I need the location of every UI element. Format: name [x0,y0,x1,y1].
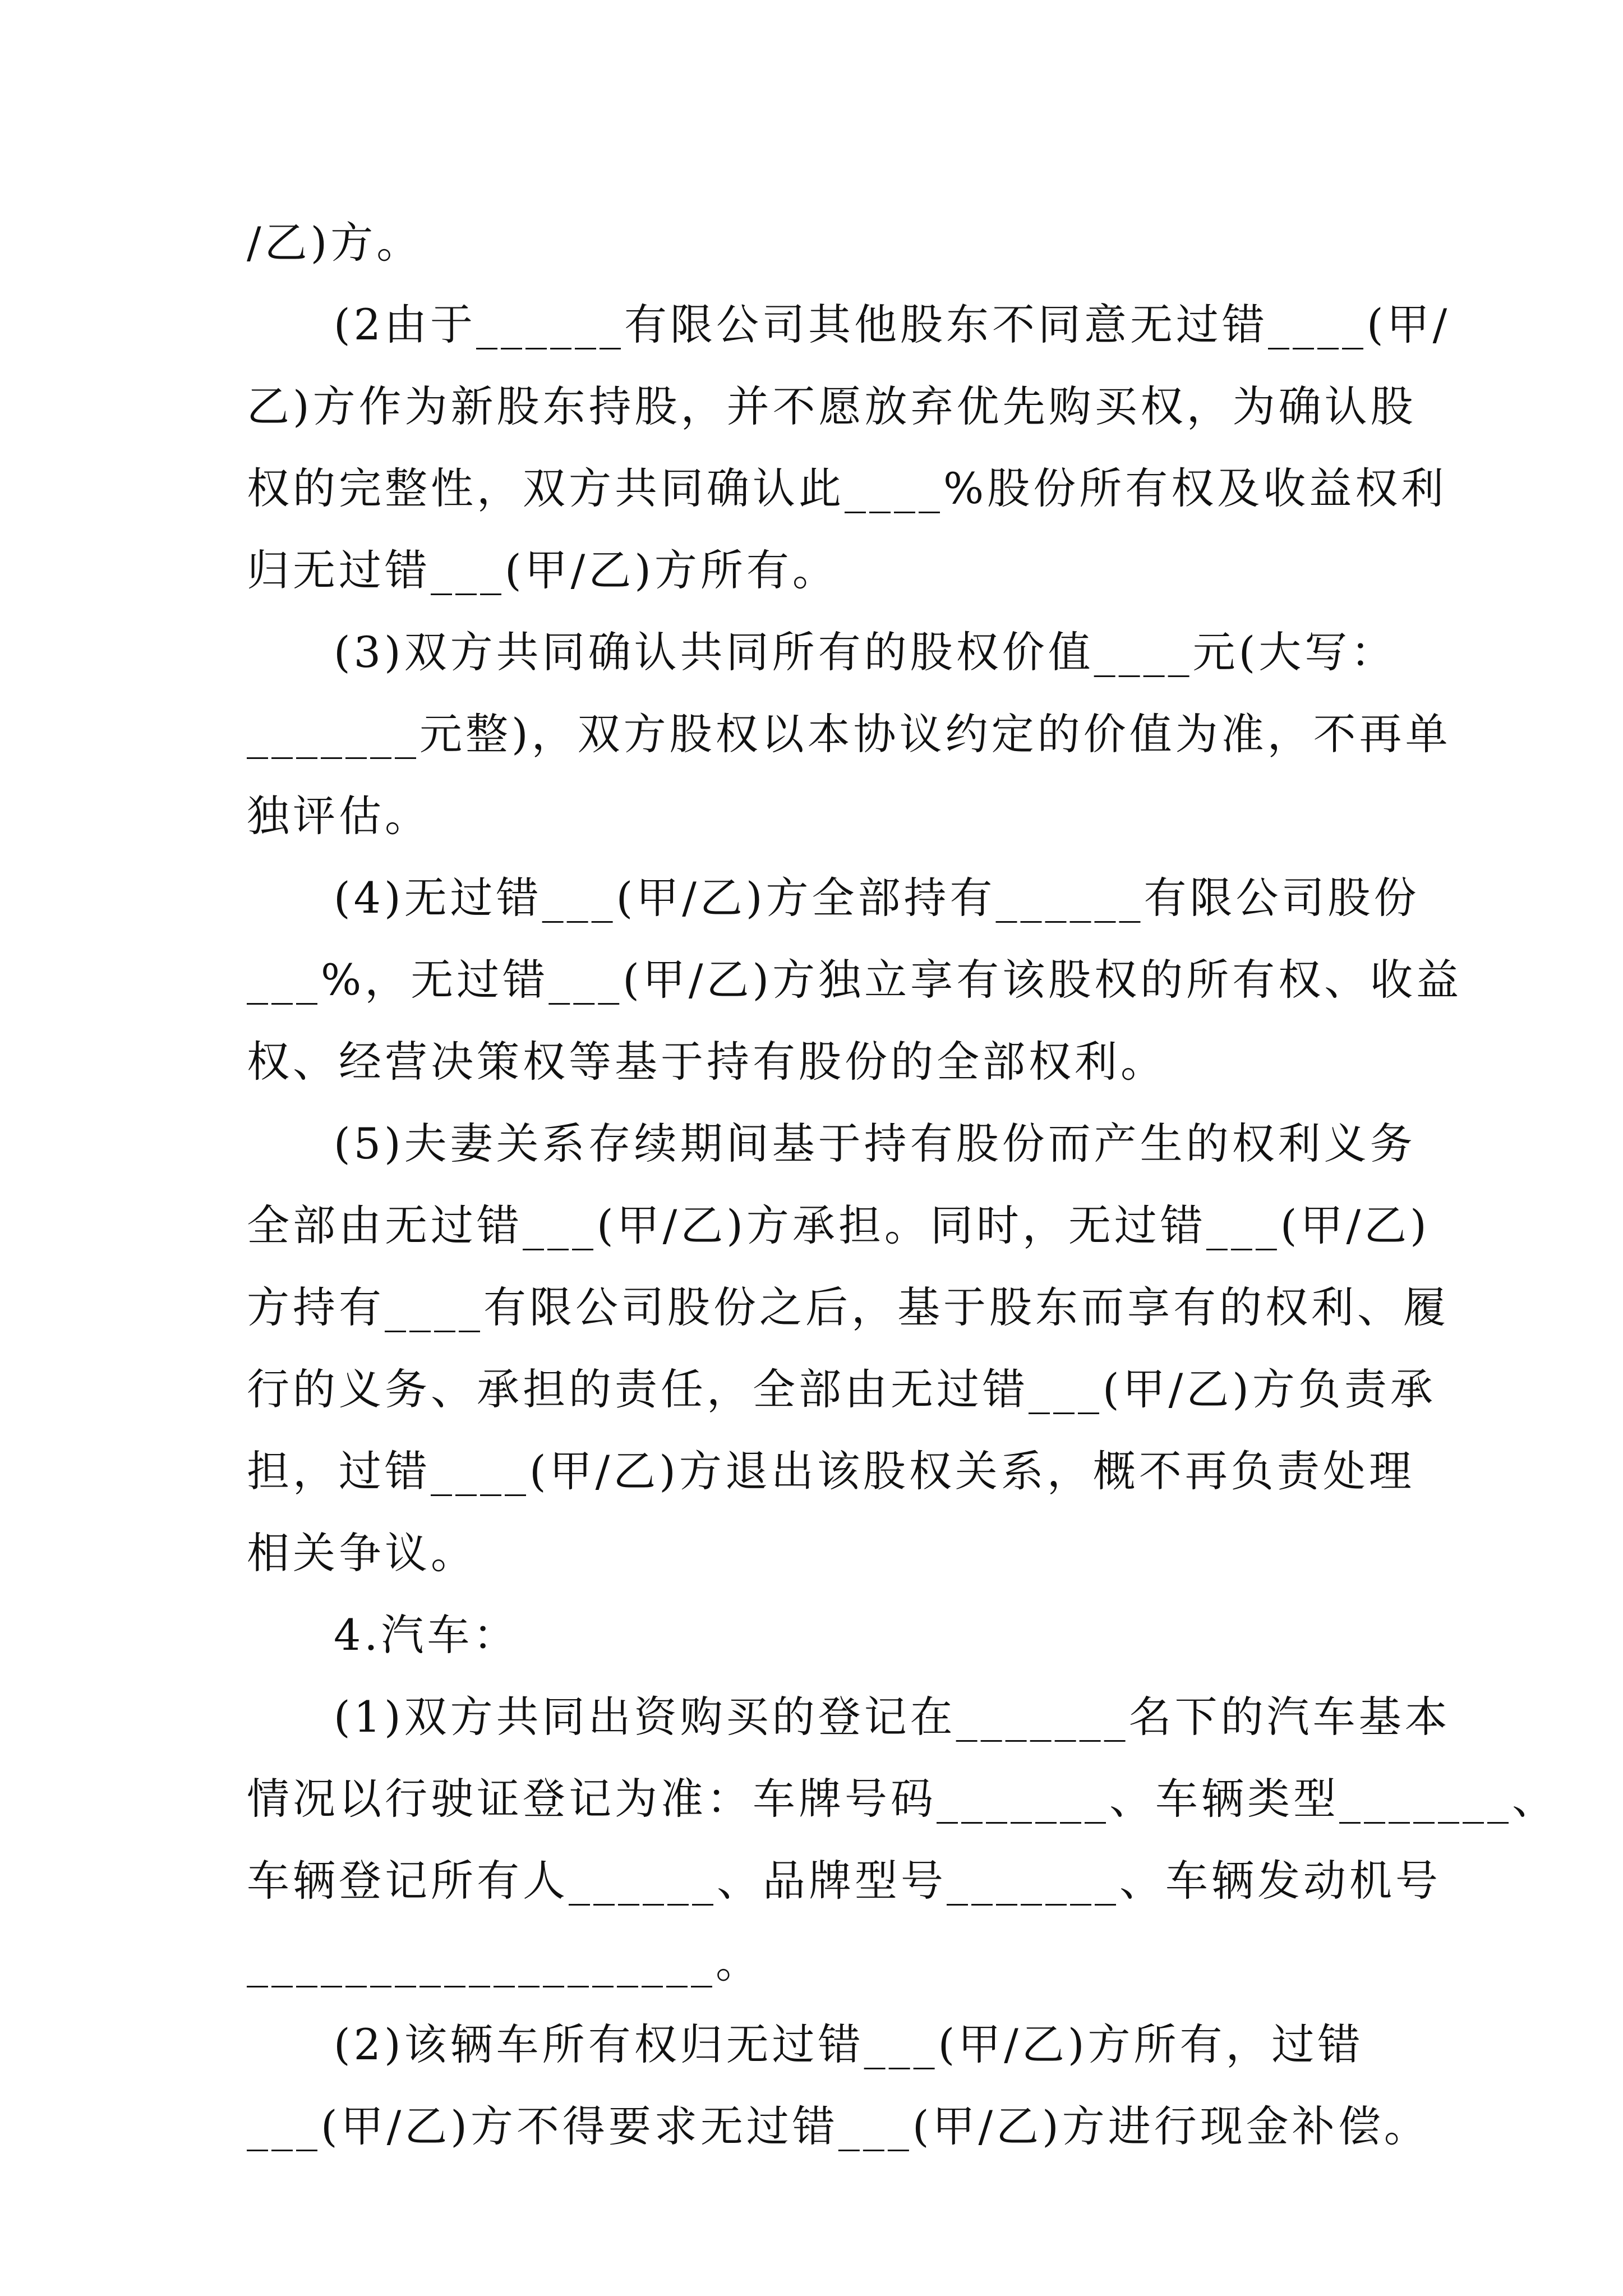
text-line: _______元整)，双方股权以本协议约定的价值为准，不再单 [247,709,1451,759]
text-line: (5)夫妻关系存续期间基于持有股份而产生的权利义务 [334,1119,1416,1168]
section-heading: 4.汽车： [334,1610,519,1660]
text-line: 行的义务、承担的责任，全部由无过错___(甲/乙)方负责承 [247,1364,1436,1414]
text-line: 车辆登记所有人______、品牌型号_______、车辆发动机号 [247,1856,1441,1906]
text-line: ___________________。 [247,1938,762,1987]
text-line: 权的完整性，双方共同确认此____%股份所有权及收益权利 [247,463,1447,513]
text-line: 全部由无过错___(甲/乙)方承担。同时，无过错___(甲/乙) [247,1200,1430,1250]
text-line: (2)该辆车所有权归无过错___(甲/乙)方所有，过错 [334,2019,1364,2069]
text-line: (4)无过错___(甲/乙)方全部持有______有限公司股份 [334,873,1420,923]
text-line: (2由于______有限公司其他股东不同意无过错____(甲/ [334,300,1451,349]
text-line: (1)双方共同出资购买的登记在_______名下的汽车基本 [334,1692,1451,1742]
text-line: 独评估。 [247,791,431,841]
text-line: ___(甲/乙)方不得要求无过错___(甲/乙)方进行现金补偿。 [247,2101,1430,2151]
text-line: ___%，无过错___(甲/乙)方独立享有该股权的所有权、收益 [247,955,1463,1005]
text-line: 方持有____有限公司股份之后，基于股东而享有的权利、履 [247,1282,1449,1332]
text-line: 担，过错____(甲/乙)方退出该股权关系，概不再负责处理 [247,1446,1415,1496]
text-line: (3)双方共同确认共同所有的股权价值____元(大写： [334,627,1397,677]
document-body [247,202,1558,2168]
text-line: 权、经营决策权等基于持有股份的全部权利。 [247,1037,1166,1087]
text-line: 乙)方作为新股东持股，并不愿放弃优先购买权，为确认股 [247,381,1417,431]
text-line: /乙)方。 [247,218,423,268]
text-line: 相关争议。 [247,1528,477,1578]
text-line: 情况以行驶证登记为准：车牌号码_______、车辆类型_______、 [247,1774,1558,1824]
text-line: 归无过错___(甲/乙)方所有。 [247,545,838,595]
